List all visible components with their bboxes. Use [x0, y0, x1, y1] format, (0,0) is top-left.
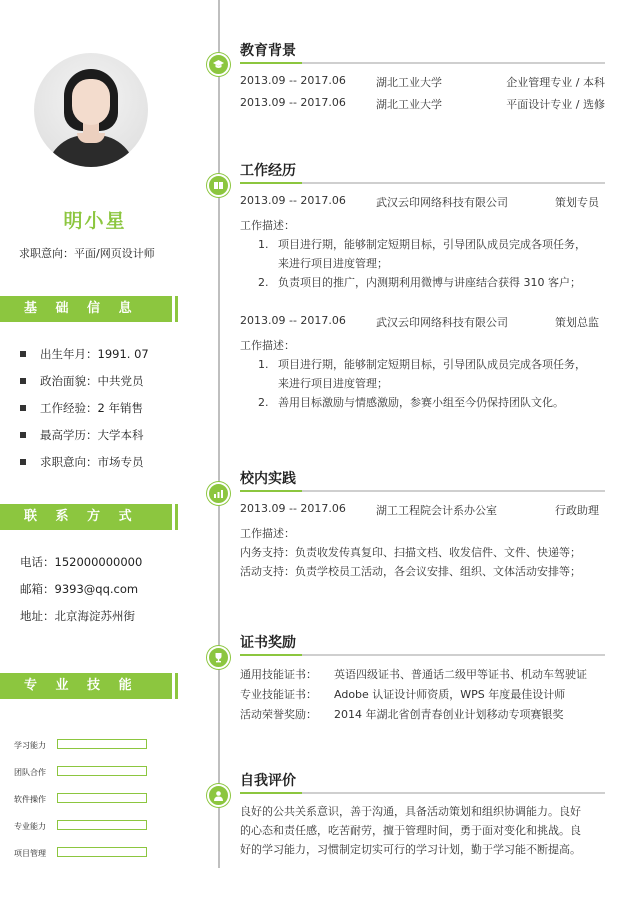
contact-phone: 电话：152000000000 [20, 555, 143, 569]
contact-address: 地址：北京海淀苏州街 [20, 609, 135, 623]
basic-info-header: 基 础 信 息 [0, 296, 172, 322]
skills-header: 专 业 技 能 [0, 673, 172, 699]
list-item: 政治面貌：中共党员 [20, 372, 149, 399]
square-bullet-icon [20, 351, 26, 357]
square-bullet-icon [20, 459, 26, 465]
work-section: 工作经历 2013.09 -- 2017.06 武汉云印网络科技有限公司 策划专员 工作描述： 1. 项目进行期，能够制定短期目标，引导团队成员完成各项任务， 来进行项目进度管理； 2. 负责项目的推广，内测期利用微博与讲座结合获得 310 客户； 2013.09 -- 2017.06 武汉云印网络科技有限公司 策划总监 工作描述： 1. 项目进行期，能够制定短期目标，引导团队成员完成各项任务， 来进行项目进度管理； 2. 善用目标激励与情感激励，参赛小组至今仍保持团队文化。 [240, 160, 605, 412]
award-row: 活动荣誉奖励： 2014 年湖北省创青春创业计划移动专项赛银奖 [240, 708, 564, 721]
list-item: 出生年月：1991. 07 [20, 345, 149, 372]
awards-section [240, 632, 605, 724]
skill-bar [57, 820, 147, 830]
job-header: 2013.09 -- 2017.06 武汉云印网络科技有限公司 策划专员 [240, 194, 599, 209]
section-title: 证书奖励 [240, 635, 296, 651]
self-eval-section: 自我评价 良好的公共关系意识，善于沟通，具备活动策划和组织协调能力。良好 的心态和责任感，吃苦耐劳，擅于管理时间，勇于面对变化和挑战。良 好的学习能力，习惯制定切实可行的学习计划，勤于学习能不断提高。 [240, 770, 605, 859]
campus-section: 校内实践 2013.09 -- 2017.06 湖工工程院会计系办公室 行政助理 工作描述： 内务支持：负责收发传真复印、扫描文档、收发信件、文件、快递等； 活动支持：负责学校员工活动，各会议安排、组织、文体活动安排等； [240, 468, 605, 581]
contact-block [20, 553, 142, 634]
square-bullet-icon [20, 432, 26, 438]
timeline-line [218, 0, 220, 868]
section-title: 工作经历 [240, 163, 296, 179]
section-title: 自我评价 [240, 773, 296, 789]
section-title: 校内实践 [240, 471, 296, 487]
graduation-cap-icon [207, 53, 230, 76]
bar-chart-icon [207, 482, 230, 505]
list-item: 工作经验：2 年销售 [20, 399, 149, 426]
job-header: 2013.09 -- 2017.06 武汉云印网络科技有限公司 策划总监 [240, 314, 599, 329]
skill-bar [57, 847, 147, 857]
job-duties: 1. 项目进行期，能够制定短期目标，引导团队成员完成各项任务， 来进行项目进度管理； 2. 善用目标激励与情感激励，参赛小组至今仍保持团队文化。 [258, 358, 586, 409]
section-title: 教育背景 [240, 43, 296, 59]
list-item: 求职意向：市场专员 [20, 453, 149, 480]
contact-email: 邮箱：9393@qq.com [20, 582, 139, 596]
book-icon [207, 174, 230, 197]
left-sidebar: 明小星 求职意向：平面/网页设计师 基 础 信 息 出生年月：1991. 07 政治面貌：中共党员 工作经验：2 年销售 最高学历：大学本科 求职意向：市场专员 联 系 方 式 电话：152000000000 邮箱：9393@qq.com 地址：北京海淀苏州街 专 业 技 能 学习能力 团队合作 软件操作 专业能力 项目管理 [0, 0, 190, 900]
trophy-icon [207, 646, 230, 669]
education-section [240, 40, 605, 116]
award-row: 通用技能证书： 英语四级证书、普通话二级甲等证书、机动车驾驶证 [240, 668, 587, 681]
list-item: 最高学历：大学本科 [20, 426, 149, 453]
campus-row: 2013.09 -- 2017.06 湖工工程院会计系办公室 行政助理 [240, 502, 599, 517]
education-row: 2013.09 -- 2017.06 湖北工业大学 平面设计专业 / 选修 [240, 96, 605, 111]
person-icon [207, 784, 230, 807]
award-row: 专业技能证书： Adobe 认证设计师资质，WPS 年度最佳设计师 [240, 688, 566, 701]
skill-bar [57, 766, 147, 776]
skill-bar [57, 793, 147, 803]
contact-header: 联 系 方 式 [0, 504, 172, 530]
square-bullet-icon [20, 405, 26, 411]
square-bullet-icon [20, 378, 26, 384]
job-duties: 1. 项目进行期，能够制定短期目标，引导团队成员完成各项任务， 来进行项目进度管理； 2. 负责项目的推广，内测期利用微博与讲座结合获得 310 客户； [258, 238, 586, 289]
education-row: 2013.09 -- 2017.06 湖北工业大学 企业管理专业 / 本科 [240, 74, 605, 89]
avatar [34, 53, 148, 167]
skill-bar [57, 739, 147, 749]
basic-info-list [20, 345, 149, 480]
profile-name: 明小星 [63, 210, 127, 232]
job-intent: 求职意向：平面/网页设计师 [19, 247, 155, 260]
